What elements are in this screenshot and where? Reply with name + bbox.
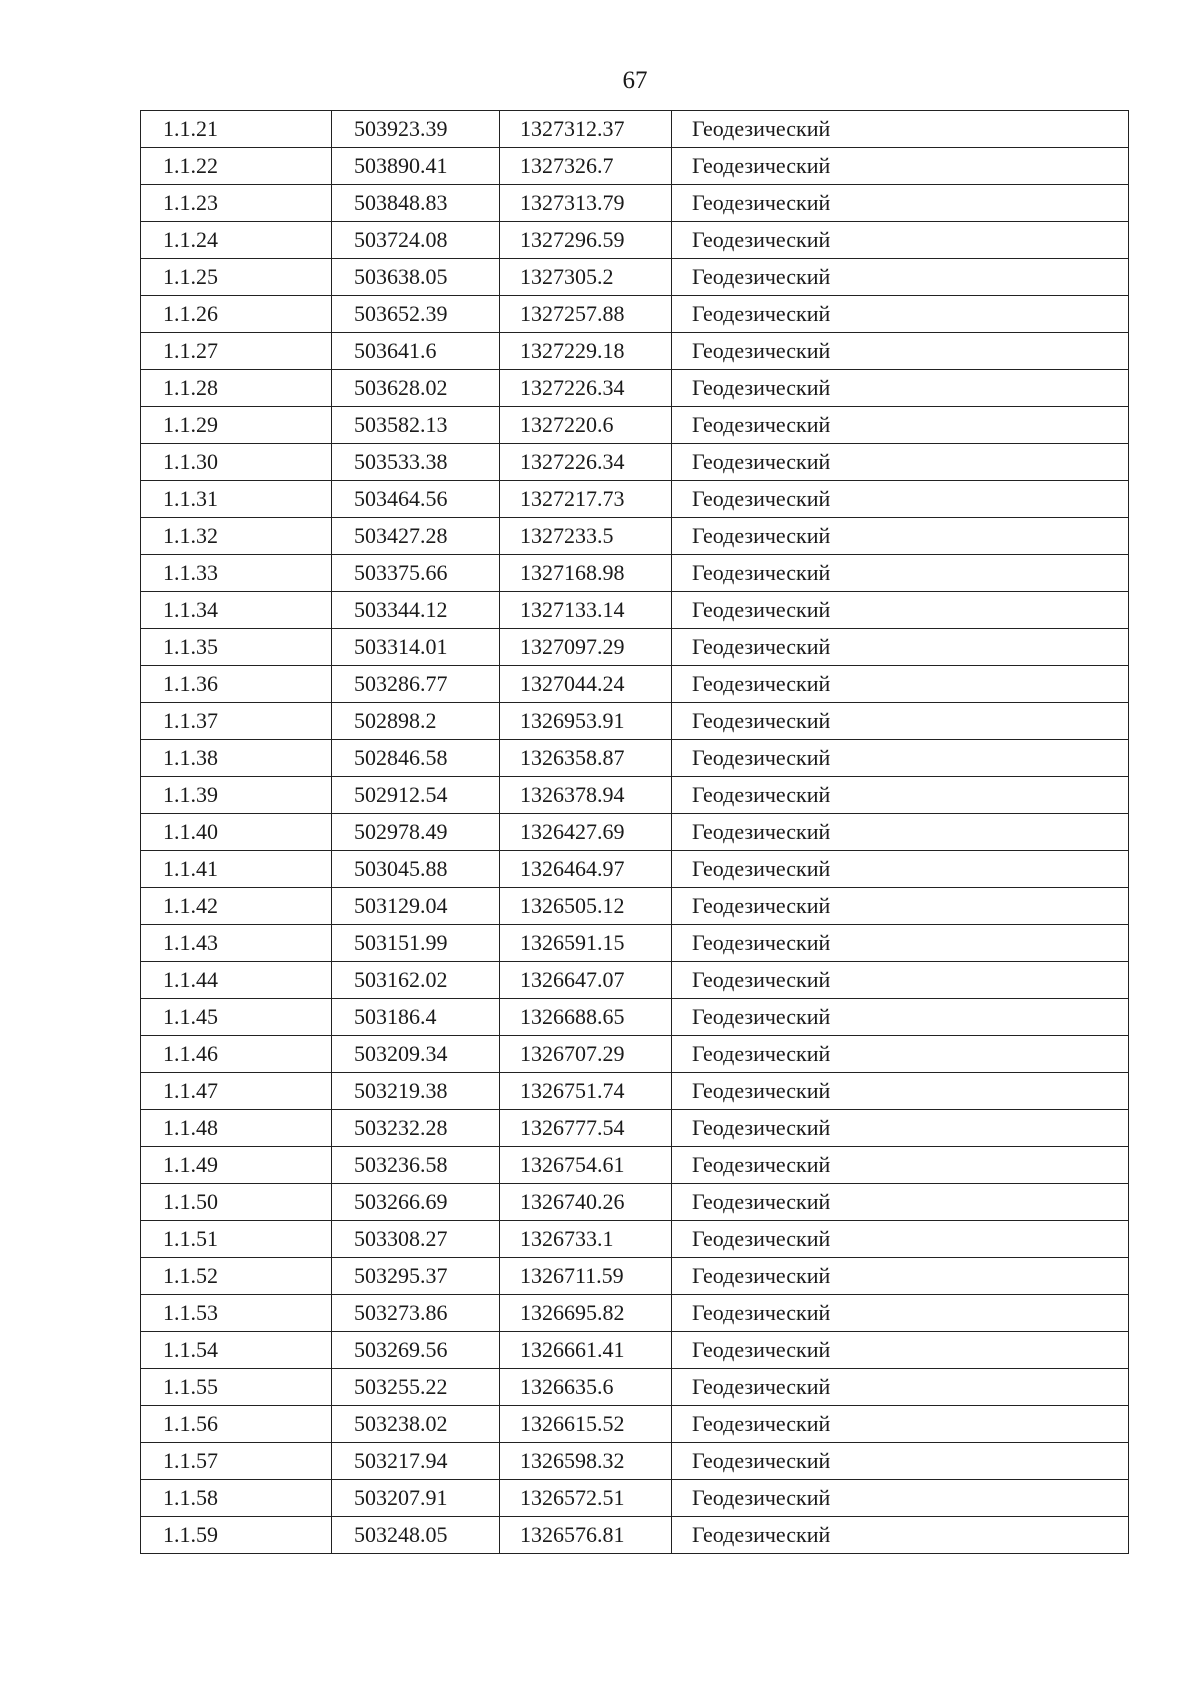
table-row	[141, 1221, 1129, 1258]
method-cell: Геодезический	[672, 814, 1129, 851]
method-cell: Геодезический	[672, 1369, 1129, 1406]
x-coordinate-cell: 502846.58	[332, 740, 500, 777]
method-cell: Геодезический	[672, 259, 1129, 296]
point-number-cell: 1.1.33	[141, 555, 332, 592]
method-cell: Геодезический	[672, 407, 1129, 444]
x-coordinate-cell: 503186.4	[332, 999, 500, 1036]
y-coordinate-cell: 1326591.15	[500, 925, 672, 962]
table-row	[141, 555, 1129, 592]
x-coordinate-cell: 503652.39	[332, 296, 500, 333]
point-number-cell: 1.1.40	[141, 814, 332, 851]
point-number-cell: 1.1.54	[141, 1332, 332, 1369]
x-coordinate-cell: 503375.66	[332, 555, 500, 592]
point-number-cell: 1.1.26	[141, 296, 332, 333]
y-coordinate-cell: 1326688.65	[500, 999, 672, 1036]
table-row	[141, 777, 1129, 814]
x-coordinate-cell: 503344.12	[332, 592, 500, 629]
method-cell: Геодезический	[672, 370, 1129, 407]
table-row	[141, 1036, 1129, 1073]
y-coordinate-cell: 1326464.97	[500, 851, 672, 888]
x-coordinate-cell: 503238.02	[332, 1406, 500, 1443]
y-coordinate-cell: 1326505.12	[500, 888, 672, 925]
y-coordinate-cell: 1327312.37	[500, 111, 672, 148]
point-number-cell: 1.1.52	[141, 1258, 332, 1295]
point-number-cell: 1.1.46	[141, 1036, 332, 1073]
method-cell: Геодезический	[672, 222, 1129, 259]
table-row	[141, 1147, 1129, 1184]
table-row	[141, 851, 1129, 888]
y-coordinate-cell: 1326695.82	[500, 1295, 672, 1332]
table-row	[141, 925, 1129, 962]
x-coordinate-cell: 503129.04	[332, 888, 500, 925]
y-coordinate-cell: 1327233.5	[500, 518, 672, 555]
x-coordinate-cell: 503217.94	[332, 1443, 500, 1480]
x-coordinate-cell: 503923.39	[332, 111, 500, 148]
point-number-cell: 1.1.58	[141, 1480, 332, 1517]
x-coordinate-cell: 502978.49	[332, 814, 500, 851]
method-cell: Геодезический	[672, 1406, 1129, 1443]
x-coordinate-cell: 503236.58	[332, 1147, 500, 1184]
y-coordinate-cell: 1326615.52	[500, 1406, 672, 1443]
y-coordinate-cell: 1326576.81	[500, 1517, 672, 1554]
y-coordinate-cell: 1327133.14	[500, 592, 672, 629]
point-number-cell: 1.1.48	[141, 1110, 332, 1147]
method-cell: Геодезический	[672, 925, 1129, 962]
table-row	[141, 259, 1129, 296]
y-coordinate-cell: 1326358.87	[500, 740, 672, 777]
x-coordinate-cell: 503582.13	[332, 407, 500, 444]
y-coordinate-cell: 1326635.6	[500, 1369, 672, 1406]
point-number-cell: 1.1.24	[141, 222, 332, 259]
y-coordinate-cell: 1327313.79	[500, 185, 672, 222]
method-cell: Геодезический	[672, 481, 1129, 518]
method-cell: Геодезический	[672, 296, 1129, 333]
x-coordinate-cell: 503890.41	[332, 148, 500, 185]
y-coordinate-cell: 1327220.6	[500, 407, 672, 444]
method-cell: Геодезический	[672, 1332, 1129, 1369]
method-cell: Геодезический	[672, 851, 1129, 888]
table-row	[141, 518, 1129, 555]
table-row	[141, 999, 1129, 1036]
point-number-cell: 1.1.25	[141, 259, 332, 296]
point-number-cell: 1.1.45	[141, 999, 332, 1036]
x-coordinate-cell: 503314.01	[332, 629, 500, 666]
y-coordinate-cell: 1327296.59	[500, 222, 672, 259]
coordinates-table	[140, 110, 1129, 1554]
y-coordinate-cell: 1327097.29	[500, 629, 672, 666]
table-row	[141, 1517, 1129, 1554]
x-coordinate-cell: 503628.02	[332, 370, 500, 407]
table-row	[141, 1443, 1129, 1480]
y-coordinate-cell: 1327217.73	[500, 481, 672, 518]
point-number-cell: 1.1.21	[141, 111, 332, 148]
x-coordinate-cell: 503255.22	[332, 1369, 500, 1406]
point-number-cell: 1.1.50	[141, 1184, 332, 1221]
x-coordinate-cell: 503295.37	[332, 1258, 500, 1295]
table-row	[141, 1295, 1129, 1332]
table-row	[141, 481, 1129, 518]
table-row	[141, 222, 1129, 259]
x-coordinate-cell: 503248.05	[332, 1517, 500, 1554]
x-coordinate-cell: 503045.88	[332, 851, 500, 888]
table-row	[141, 296, 1129, 333]
y-coordinate-cell: 1326711.59	[500, 1258, 672, 1295]
point-number-cell: 1.1.34	[141, 592, 332, 629]
point-number-cell: 1.1.53	[141, 1295, 332, 1332]
y-coordinate-cell: 1326427.69	[500, 814, 672, 851]
x-coordinate-cell: 503219.38	[332, 1073, 500, 1110]
method-cell: Геодезический	[672, 1221, 1129, 1258]
point-number-cell: 1.1.55	[141, 1369, 332, 1406]
method-cell: Геодезический	[672, 1147, 1129, 1184]
point-number-cell: 1.1.56	[141, 1406, 332, 1443]
x-coordinate-cell: 503427.28	[332, 518, 500, 555]
method-cell: Геодезический	[672, 777, 1129, 814]
method-cell: Геодезический	[672, 1295, 1129, 1332]
y-coordinate-cell: 1326572.51	[500, 1480, 672, 1517]
x-coordinate-cell: 503848.83	[332, 185, 500, 222]
x-coordinate-cell: 503638.05	[332, 259, 500, 296]
y-coordinate-cell: 1327257.88	[500, 296, 672, 333]
method-cell: Геодезический	[672, 666, 1129, 703]
method-cell: Геодезический	[672, 444, 1129, 481]
method-cell: Геодезический	[672, 888, 1129, 925]
y-coordinate-cell: 1327044.24	[500, 666, 672, 703]
y-coordinate-cell: 1326777.54	[500, 1110, 672, 1147]
point-number-cell: 1.1.29	[141, 407, 332, 444]
x-coordinate-cell: 502898.2	[332, 703, 500, 740]
x-coordinate-cell: 503232.28	[332, 1110, 500, 1147]
x-coordinate-cell: 502912.54	[332, 777, 500, 814]
y-coordinate-cell: 1326598.32	[500, 1443, 672, 1480]
coordinates-table-body	[141, 111, 1129, 1554]
x-coordinate-cell: 503162.02	[332, 962, 500, 999]
x-coordinate-cell: 503269.56	[332, 1332, 500, 1369]
table-row	[141, 444, 1129, 481]
point-number-cell: 1.1.47	[141, 1073, 332, 1110]
method-cell: Геодезический	[672, 111, 1129, 148]
y-coordinate-cell: 1326751.74	[500, 1073, 672, 1110]
y-coordinate-cell: 1326647.07	[500, 962, 672, 999]
method-cell: Геодезический	[672, 629, 1129, 666]
method-cell: Геодезический	[672, 1258, 1129, 1295]
method-cell: Геодезический	[672, 1480, 1129, 1517]
y-coordinate-cell: 1327305.2	[500, 259, 672, 296]
method-cell: Геодезический	[672, 1110, 1129, 1147]
point-number-cell: 1.1.27	[141, 333, 332, 370]
y-coordinate-cell: 1326733.1	[500, 1221, 672, 1258]
table-row	[141, 962, 1129, 999]
table-row	[141, 111, 1129, 148]
y-coordinate-cell: 1326707.29	[500, 1036, 672, 1073]
table-row	[141, 1184, 1129, 1221]
x-coordinate-cell: 503151.99	[332, 925, 500, 962]
table-row	[141, 1406, 1129, 1443]
point-number-cell: 1.1.44	[141, 962, 332, 999]
y-coordinate-cell: 1327226.34	[500, 370, 672, 407]
method-cell: Геодезический	[672, 1517, 1129, 1554]
point-number-cell: 1.1.30	[141, 444, 332, 481]
point-number-cell: 1.1.51	[141, 1221, 332, 1258]
y-coordinate-cell: 1327226.34	[500, 444, 672, 481]
point-number-cell: 1.1.42	[141, 888, 332, 925]
method-cell: Геодезический	[672, 703, 1129, 740]
method-cell: Геодезический	[672, 555, 1129, 592]
table-row	[141, 370, 1129, 407]
point-number-cell: 1.1.57	[141, 1443, 332, 1480]
method-cell: Геодезический	[672, 185, 1129, 222]
table-row	[141, 333, 1129, 370]
x-coordinate-cell: 503273.86	[332, 1295, 500, 1332]
method-cell: Геодезический	[672, 962, 1129, 999]
table-row	[141, 1332, 1129, 1369]
x-coordinate-cell: 503209.34	[332, 1036, 500, 1073]
method-cell: Геодезический	[672, 1443, 1129, 1480]
x-coordinate-cell: 503464.56	[332, 481, 500, 518]
point-number-cell: 1.1.39	[141, 777, 332, 814]
point-number-cell: 1.1.38	[141, 740, 332, 777]
table-row	[141, 407, 1129, 444]
point-number-cell: 1.1.41	[141, 851, 332, 888]
table-row	[141, 888, 1129, 925]
table-row	[141, 740, 1129, 777]
table-row	[141, 1110, 1129, 1147]
x-coordinate-cell: 503266.69	[332, 1184, 500, 1221]
x-coordinate-cell: 503533.38	[332, 444, 500, 481]
y-coordinate-cell: 1326953.91	[500, 703, 672, 740]
table-row	[141, 592, 1129, 629]
x-coordinate-cell: 503286.77	[332, 666, 500, 703]
y-coordinate-cell: 1327229.18	[500, 333, 672, 370]
x-coordinate-cell: 503641.6	[332, 333, 500, 370]
x-coordinate-cell: 503308.27	[332, 1221, 500, 1258]
y-coordinate-cell: 1326740.26	[500, 1184, 672, 1221]
point-number-cell: 1.1.49	[141, 1147, 332, 1184]
method-cell: Геодезический	[672, 1184, 1129, 1221]
table-row	[141, 1073, 1129, 1110]
method-cell: Геодезический	[672, 148, 1129, 185]
page-number: 67	[622, 67, 648, 94]
table-row	[141, 703, 1129, 740]
y-coordinate-cell: 1326378.94	[500, 777, 672, 814]
method-cell: Геодезический	[672, 999, 1129, 1036]
point-number-cell: 1.1.59	[141, 1517, 332, 1554]
table-row	[141, 629, 1129, 666]
coordinates-table-container	[140, 110, 1128, 1554]
table-row	[141, 185, 1129, 222]
point-number-cell: 1.1.37	[141, 703, 332, 740]
method-cell: Геодезический	[672, 592, 1129, 629]
point-number-cell: 1.1.35	[141, 629, 332, 666]
method-cell: Геодезический	[672, 1073, 1129, 1110]
table-row	[141, 148, 1129, 185]
method-cell: Геодезический	[672, 518, 1129, 555]
table-row	[141, 1258, 1129, 1295]
point-number-cell: 1.1.32	[141, 518, 332, 555]
point-number-cell: 1.1.22	[141, 148, 332, 185]
method-cell: Геодезический	[672, 333, 1129, 370]
table-row	[141, 666, 1129, 703]
method-cell: Геодезический	[672, 1036, 1129, 1073]
y-coordinate-cell: 1326754.61	[500, 1147, 672, 1184]
point-number-cell: 1.1.36	[141, 666, 332, 703]
x-coordinate-cell: 503207.91	[332, 1480, 500, 1517]
table-row	[141, 1480, 1129, 1517]
y-coordinate-cell: 1327326.7	[500, 148, 672, 185]
table-row	[141, 814, 1129, 851]
method-cell: Геодезический	[672, 740, 1129, 777]
point-number-cell: 1.1.23	[141, 185, 332, 222]
point-number-cell: 1.1.31	[141, 481, 332, 518]
point-number-cell: 1.1.43	[141, 925, 332, 962]
point-number-cell: 1.1.28	[141, 370, 332, 407]
y-coordinate-cell: 1326661.41	[500, 1332, 672, 1369]
y-coordinate-cell: 1327168.98	[500, 555, 672, 592]
x-coordinate-cell: 503724.08	[332, 222, 500, 259]
table-row	[141, 1369, 1129, 1406]
